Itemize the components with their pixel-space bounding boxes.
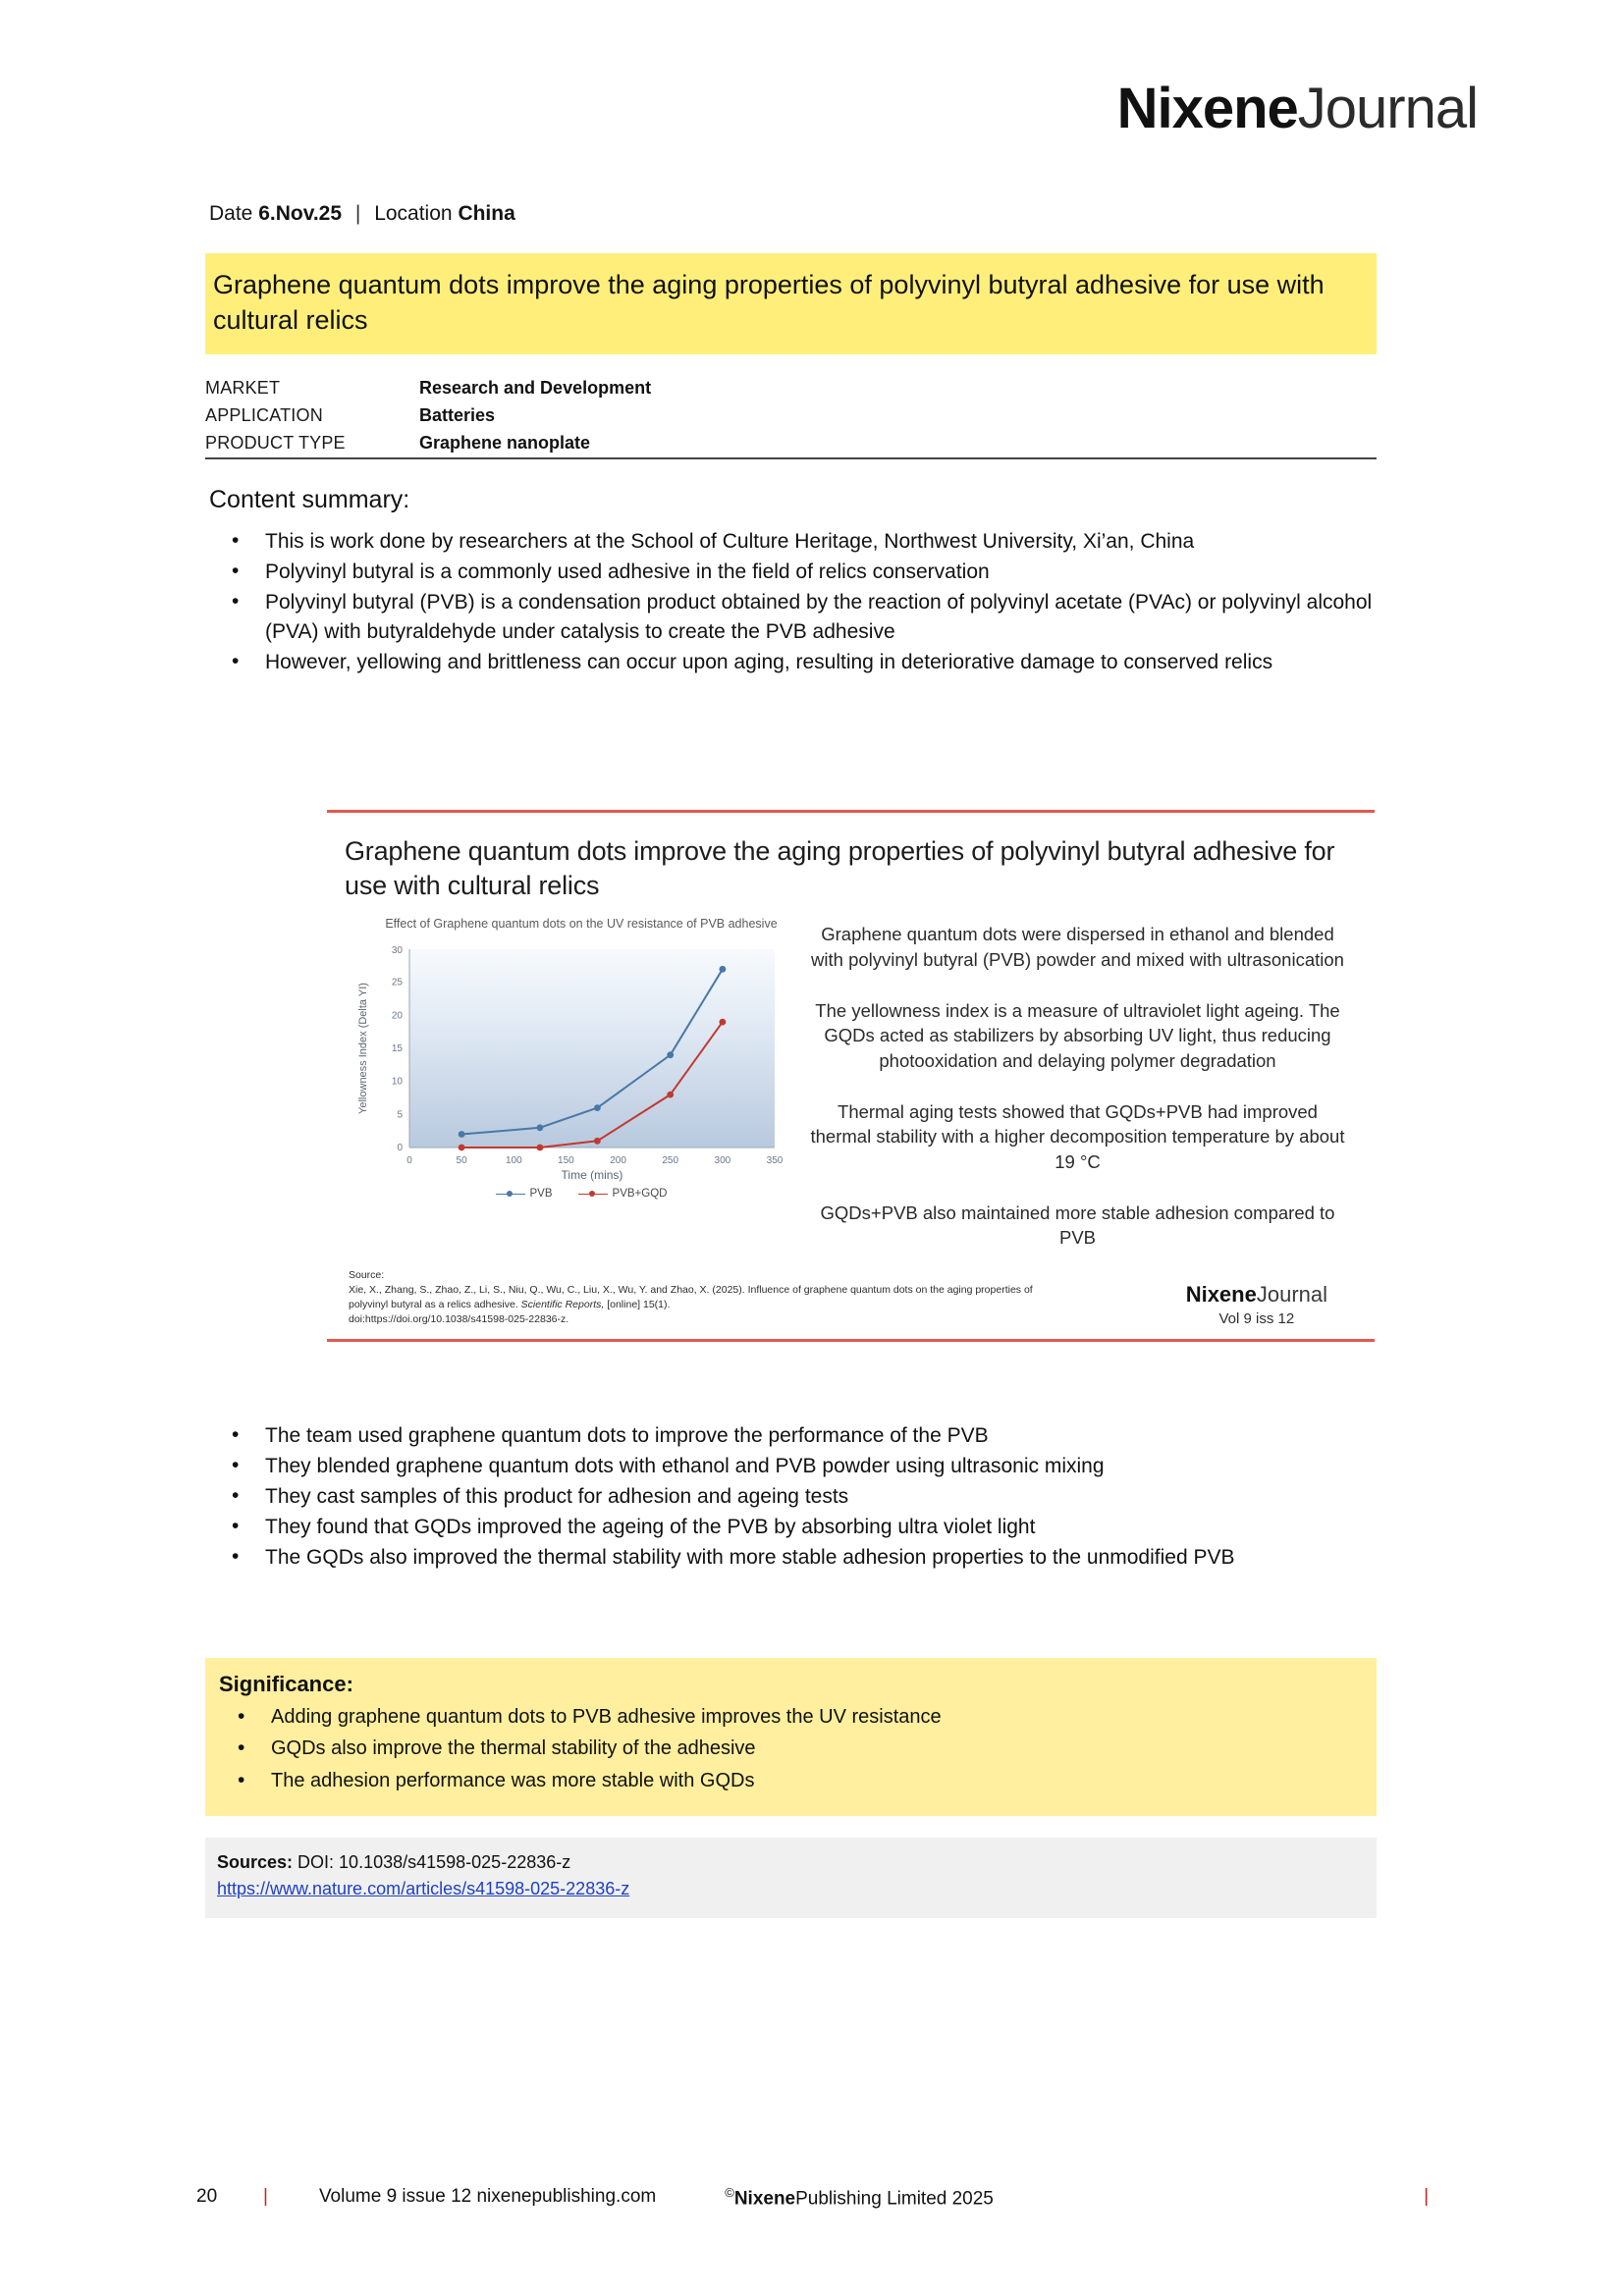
chart-plot (349, 939, 790, 1182)
meta-value-market: Research and Development (419, 378, 652, 398)
svg-text:25: 25 (391, 978, 403, 989)
infographic-paragraph: The yellowness index is a measure of ultraviolet light ageing. The GQDs acted as stabilizers by absorbing UV light, thus reducing photooxidation and delaying polymer degradation (815, 999, 1340, 1071)
article-title-banner (205, 253, 1377, 354)
meta-key-product-type: PRODUCT TYPE (205, 433, 346, 453)
svg-text:200: 200 (610, 1155, 626, 1167)
copyright-symbol: © (725, 2184, 734, 2200)
infographic-text-column (788, 916, 1375, 1251)
page-title: Graphene quantum dots improve the aging properties of polyvinyl butyral adhesive for use with cultural relics (213, 270, 1325, 336)
significance-heading: Significance: (219, 1672, 353, 1696)
list-item: • They blended graphene quantum dots with ethanol and PVB powder using ultrasonic mixing (209, 1452, 1374, 1481)
sources-doi: DOI: 10.1038/s41598-025-22836-z (298, 1852, 571, 1872)
infographic-paragraph: Graphene quantum dots were dispersed in ethanol and blended with polyvinyl butyral (PVB) powder and mixed with ultrasonication (811, 924, 1344, 970)
sources-panel (205, 1838, 1377, 1918)
list-item: • This is work done by researchers at the School of Culture Heritage, Northwest University, Xi’an, China (209, 527, 1374, 557)
infographic-body (327, 916, 1375, 1251)
footer-copyright (725, 2185, 994, 2210)
footer-separator-right: | (1424, 2186, 1429, 2208)
meta-value-application: Batteries (419, 405, 496, 425)
svg-text:30: 30 (391, 945, 403, 957)
svg-text:100: 100 (505, 1155, 522, 1167)
y-tick-labels (392, 945, 404, 1153)
svg-text:15: 15 (391, 1043, 403, 1055)
list-item: • However, yellowing and brittleness can occur upon aging, resulting in deteriorative damage to conserved relics (209, 648, 1374, 677)
footer-volume-text: Volume 9 issue 12 nixenepublishing.com (318, 2186, 657, 2208)
infographic-paragraph: GQDs+PVB also maintained more stable adhesion compared to PVB (820, 1201, 1335, 1249)
legend-swatch-icon (578, 1189, 608, 1200)
x-axis-label: Time (mins) (561, 1168, 623, 1183)
meta-key-market: MARKET (205, 378, 281, 398)
source-citation-part1: Xie, X., Zhang, S., Zhao, Z., Li, S., Niu, Q., Wu, C., Liu, X., Wu, Y. and Zhao, X. (2025). Influence of graphene quantum dots on the aging properties of polyvinyl butyral as a relics adhesive. (349, 1284, 1033, 1310)
meta-value-product-type: Graphene nanoplate (419, 433, 591, 453)
infographic-title: Graphene quantum dots improve the aging properties of polyvinyl butyral adhesive for use with cultural relics (345, 836, 1335, 900)
line-chart-svg (349, 939, 790, 1182)
significance-panel (205, 1658, 1377, 1816)
location-label: Location (374, 202, 453, 225)
dateline-separator: | (354, 202, 361, 225)
masthead-bold: Nixene (1116, 77, 1298, 140)
infographic-source (349, 1268, 1036, 1327)
page-footer (196, 2185, 1429, 2210)
significance-list (215, 1703, 1365, 1794)
table-row (205, 402, 1377, 430)
list-item: • The GQDs also improved the thermal stability with more stable adhesion properties to the unmodified PVB (209, 1543, 1374, 1573)
chart-legend (349, 1188, 788, 1200)
svg-text:250: 250 (662, 1155, 679, 1167)
list-item: • They found that GQDs improved the ageing of the PVB by absorbing ultra violet light (209, 1513, 1374, 1542)
source-journal-name: Scientific Reports, (520, 1298, 605, 1310)
brand-bold: Nixene (1185, 1281, 1257, 1307)
svg-text:350: 350 (766, 1155, 784, 1167)
list-item: • GQDs also improve the thermal stability of the adhesive (215, 1735, 1365, 1762)
legend-swatch-icon (496, 1189, 525, 1200)
infographic-footer (327, 1268, 1375, 1327)
source-label: Source: (349, 1269, 385, 1282)
list-item: • They cast samples of this product for adhesion and ageing tests (209, 1482, 1374, 1512)
sources-link-row (217, 1876, 1365, 1902)
findings-list (209, 1421, 1374, 1574)
source-citation-part2: [online] 15(1). (604, 1298, 671, 1310)
copyright-rest: Publishing Limited 2025 (795, 2188, 994, 2209)
list-item: • Adding graphene quantum dots to PVB adhesive improves the UV resistance (215, 1703, 1365, 1731)
sources-label: Sources: (217, 1852, 294, 1872)
date-value: 6.Nov.25 (258, 202, 343, 225)
brand-light: Journal (1256, 1281, 1327, 1307)
svg-text:300: 300 (714, 1155, 731, 1167)
chart-title: Effect of Graphene quantum dots on the UV resistance of PVB adhesive (385, 917, 778, 932)
plot-background (409, 949, 775, 1148)
svg-text:10: 10 (391, 1077, 403, 1089)
legend-item-pvb (496, 1188, 553, 1200)
copyright-brand: Nixene (733, 2188, 796, 2209)
dateline (209, 202, 515, 226)
y-axis-label: Yellowness Index (Delta YI) (357, 983, 369, 1115)
footer-separator-left: | (263, 2186, 268, 2208)
table-row (205, 375, 1377, 402)
infographic-brand (1185, 1281, 1353, 1327)
list-item: • Polyvinyl butyral is a commonly used adhesive in the field of relics conservation (209, 558, 1374, 587)
svg-text:50: 50 (456, 1155, 467, 1167)
content-summary-list (209, 527, 1374, 678)
list-item: • Polyvinyl butyral (PVB) is a condensation product obtained by the reaction of polyvinyl acetate (PVAc) or polyvinyl alcohol (PVA) with butyraldehyde under catalysis to create the PVB adhesive (209, 588, 1374, 647)
x-tick-labels (406, 1155, 784, 1166)
chart-container (327, 916, 788, 1251)
page-number: 20 (196, 2186, 218, 2208)
legend-label-pvb-gqd: PVB+GQD (612, 1188, 668, 1201)
svg-text:150: 150 (558, 1155, 574, 1167)
sources-link[interactable]: https://www.nature.com/articles/s41598-025-22836-z (217, 1879, 630, 1898)
legend-item-pvb-gqd (578, 1188, 668, 1200)
source-doi: doi:https://doi.org/10.1038/s41598-025-22836-z. (349, 1312, 569, 1325)
masthead-logo (1116, 77, 1478, 140)
metadata-table (205, 375, 1377, 459)
svg-text:0: 0 (406, 1155, 412, 1167)
content-summary-heading: Content summary: (209, 486, 410, 513)
infographic-paragraph: Thermal aging tests showed that GQDs+PVB had improved thermal stability with a higher decomposition temperature by about 19 °C (810, 1100, 1345, 1173)
legend-label-pvb: PVB (529, 1188, 553, 1201)
table-row (205, 430, 1377, 457)
masthead-light: Journal (1297, 77, 1478, 140)
infographic-volume: Vol 9 iss 12 (1218, 1309, 1295, 1327)
list-item: • The adhesion performance was more stable with GQDs (215, 1767, 1365, 1794)
infographic-panel (327, 810, 1375, 1342)
svg-text:5: 5 (397, 1109, 403, 1121)
infographic-brand-logo (1185, 1281, 1327, 1307)
meta-key-application: APPLICATION (205, 405, 323, 425)
list-item: • The team used graphene quantum dots to improve the performance of the PVB (209, 1421, 1374, 1451)
date-label: Date (209, 202, 253, 225)
svg-text:20: 20 (391, 1010, 403, 1022)
location-value: China (458, 202, 515, 225)
svg-text:0: 0 (397, 1143, 403, 1154)
sources-doi-row (217, 1849, 1365, 1876)
